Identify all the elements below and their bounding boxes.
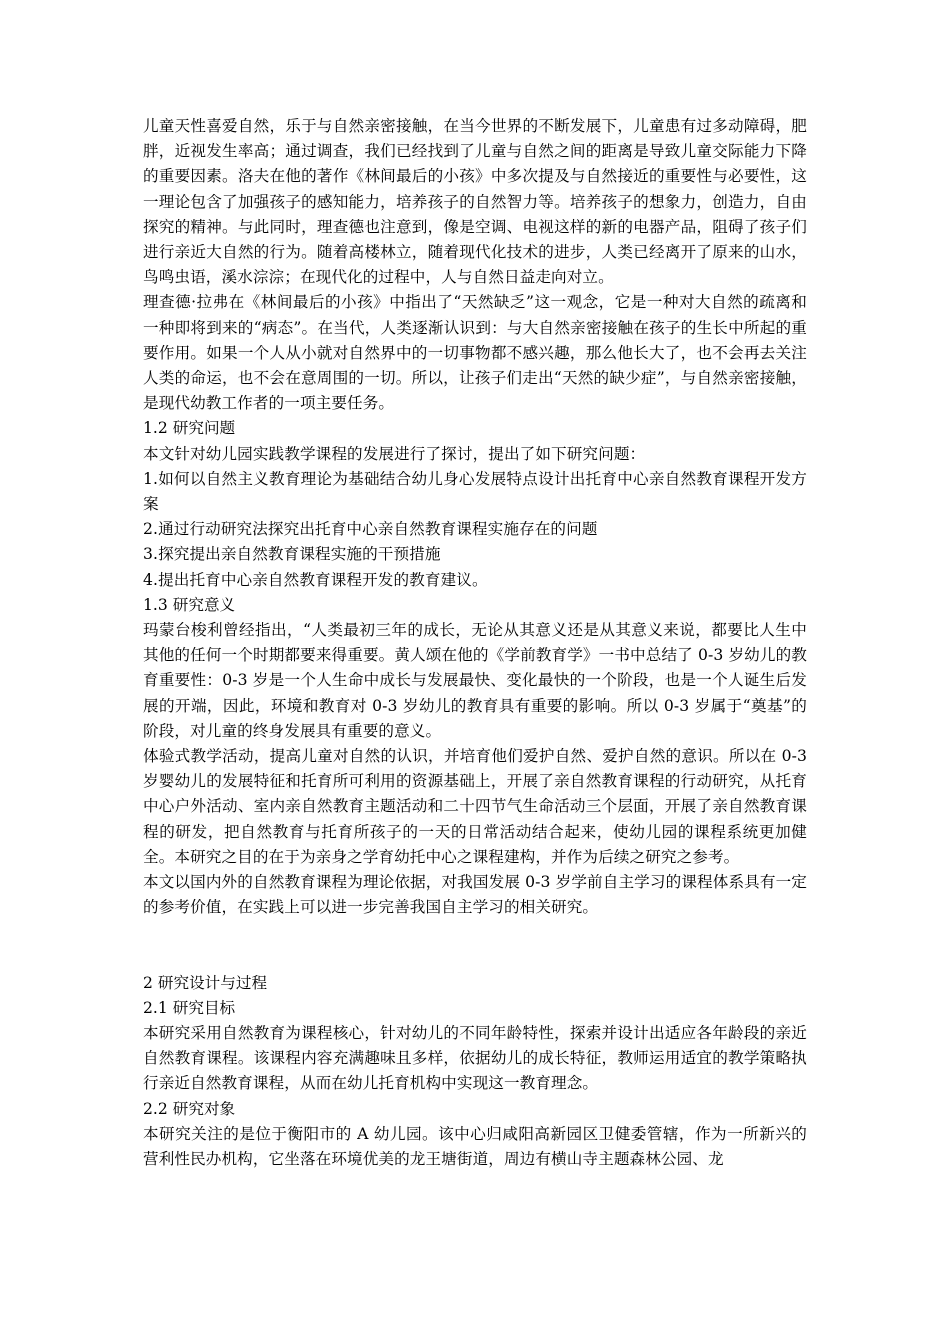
heading-design-process: 2 研究设计与过程 [143,973,268,992]
question-1: 1.如何以自然主义教育理论为基础结合幼儿身心发展特点设计出托育中心亲自然教育课程开发方案 [143,469,807,514]
paragraph-questions-intro: 本文针对幼儿园实践教学课程的发展进行了探讨，提出了如下研究问题： [143,444,646,463]
heading-research-significance: 1.3 研究意义 [143,595,236,614]
question-3: 3.探究提出亲自然教育课程实施的干预措施 [143,545,441,564]
question-2: 2.通过行动研究法探究出托育中心亲自然教育课程实施存在的问题 [143,520,598,539]
paragraph-research-subject: 本研究关注的是位于衡阳市的 A 幼儿园。该中心归咸阳高新园区卫健委管辖，作为一所新兴的营利性民办机构，它坐落在环境优美的龙王塘街道，周边有横山寺主题森林公园、龙 [143,1124,807,1168]
paragraph-nature-deficit: 理查德·拉弗在《林间最后的小孩》中指出了“天然缺乏”这一观念，它是一种对大自然的疏离和一种即将到来的“病态”。在当代，人类逐渐认识到：与大自然亲密接触在孩子的生长中所起的重要作用。如果一个人从小就对自然界中的一切事物都不感兴趣，那么他长大了，也不会再去关注人类的命运，也不会在意周围的一切。所以，让孩子们走出“天然的缺少症”，与自然亲密接触，是现代幼教工作者的一项主要任务。 [143,293,807,413]
heading-research-questions: 1.2 研究问题 [143,419,236,438]
paragraph-nature-intro: 儿童天性喜爱自然，乐于与自然亲密接触，在当今世界的不断发展下，儿童患有过多动障碍，肥胖，近视发生率高；通过调查，我们已经找到了儿童与自然之间的距离是导致儿童交际能力下降的重要因素。洛夫在他的著作《林间最后的小孩》中多次提及与自然接近的重要性与必要性，这一理论包含了加强孩子的感知能力，培养孩子的自然智力等。培养孩子的想象力，创造力，自由探究的精神。与此同时，理查德也注意到，像是空调、电视这样的新的电器产品，阻碍了孩子们进行亲近大自然的行为。随着高楼林立，随着现代化技术的进步，人类已经离开了原来的山水，鸟鸣虫语，溪水淙淙；在现代化的过程中，人与自然日益走向对立。 [143,117,807,287]
paragraph-experiential: 体验式教学活动，提高儿童对自然的认识，并培育他们爱护自然、爱护自然的意识。所以在 0-3 岁婴幼儿的发展特征和托育所可利用的资源基础上，开展了亲自然教育课程的行动研究，从托育中心户外活动、室内亲自然教育主题活动和二十四节气生命活动三个层面，开展了亲自然教育课程的研发，把自然教育与托育所孩子的一天的日常活动结合起来，使幼儿园的课程系统更加健全。本研究之目的在于为亲身之学育幼托中心之课程建构，并作为后续之研究之参考。 [143,747,807,866]
paragraph-research-goal: 本研究采用自然教育为课程核心，针对幼儿的不同年龄特性，探索并设计出适应各年龄段的亲近自然教育课程。该课程内容充满趣味且多样，依据幼儿的成长特征，教师运用适宜的教学策略执行亲近自然教育课程，从而在幼儿托育机构中实现这一教育理念。 [143,1023,807,1093]
paragraph-montessori: 玛蒙台梭利曾经指出，“人类最初三年的成长，无论从其意义还是从其意义来说，都要比人生中其他的任何一个时期都要来得重要。黄人颂在他的《学前教育学》一书中总结了 0-3 岁幼儿的教育重要性：0-3 岁是一个人生命中成长与发展最快、变化最快的一个阶段，也是一个人诞生后发展的开端，因此，环境和教育对 0-3 岁幼儿的教育具有重要的影响。所以 0-3 岁属于“奠基”的阶段，对儿童的终身发展具有重要的意义。 [143,621,807,740]
section-gap [143,921,807,971]
heading-research-subject: 2.2 研究对象 [143,1099,236,1118]
paragraph-reference-value: 本文以国内外的自然教育课程为理论依据，对我国发展 0-3 岁学前自主学习的课程体系具有一定的参考价值，在实践上可以进一步完善我国自主学习的相关研究。 [143,873,807,917]
heading-research-goal: 2.1 研究目标 [143,998,236,1017]
question-4: 4.提出托育中心亲自然教育课程开发的教育建议。 [143,570,488,589]
document-page [143,114,807,1172]
